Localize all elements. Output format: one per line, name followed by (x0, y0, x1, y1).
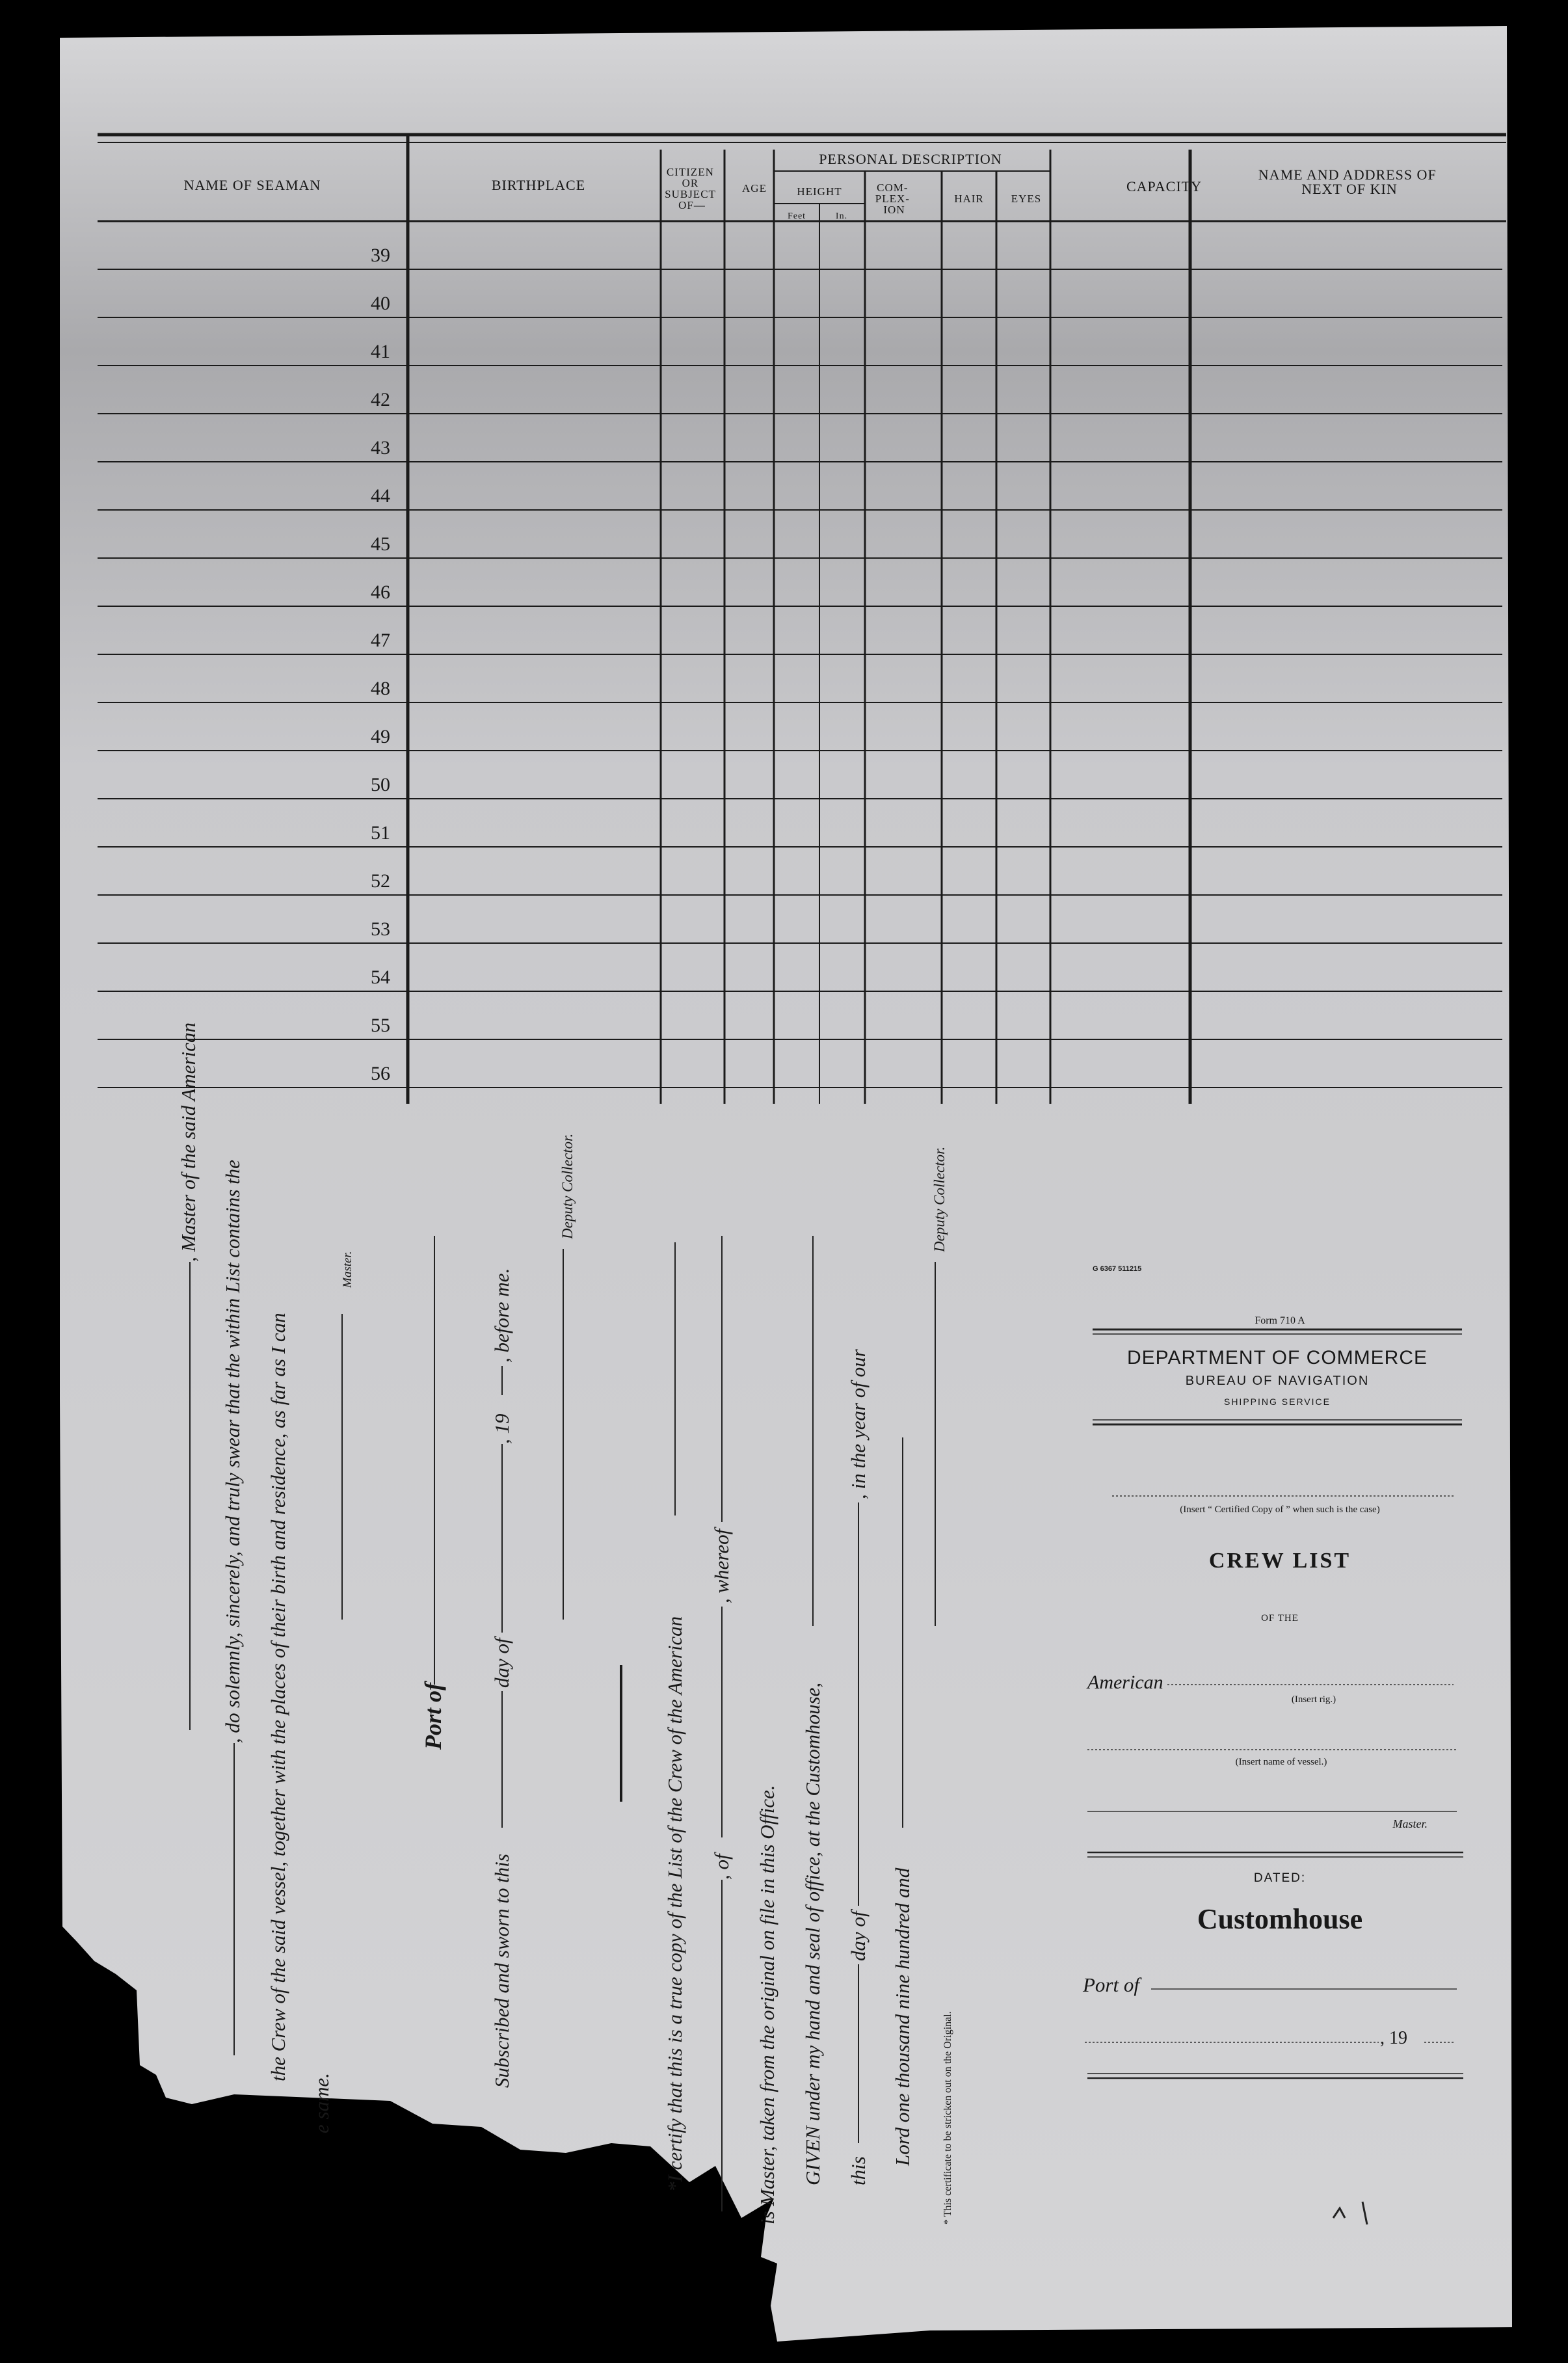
department-title: DEPARTMENT OF COMMERCE (1126, 1347, 1428, 1368)
table-row-number: 52 (371, 870, 390, 892)
table-row-number: 55 (371, 1015, 390, 1036)
table-row-number: 48 (371, 678, 390, 699)
table-row-number: 41 (371, 341, 390, 362)
crew-list-title: CREW LIST (1208, 1549, 1351, 1573)
insert-name-note: (Insert name of vessel.) (1235, 1757, 1327, 1767)
header-complexion: COM- PLEX- ION (875, 181, 910, 216)
certificate-line-4: GIVEN under my hand and seal of office, at the Customhouse, (801, 1682, 824, 2185)
header-name-of-seaman: NAME OF SEAMAN (183, 177, 321, 193)
table-row-number: 40 (371, 293, 390, 314)
header-eyes: EYES (1011, 193, 1042, 205)
oath-sworn-b: day of (490, 1638, 513, 1688)
table-row-number: 53 (371, 918, 390, 940)
certificate-line-3: is Master, taken from the original on file in this Office. (756, 1785, 778, 2224)
table-row-number: 51 (371, 822, 390, 844)
table-row-number: 46 (371, 581, 390, 603)
year-label: , 19 (1380, 2028, 1407, 2048)
table-row-number: 54 (371, 967, 390, 988)
certificate-line-2a: , of (710, 1854, 733, 1880)
header-feet: Feet (787, 211, 806, 221)
master-signature-label: Master. (341, 1251, 354, 1288)
bureau-title: BUREAU OF NAVIGATION (1185, 1374, 1370, 1388)
shipping-service: SHIPPING SERVICE (1223, 1396, 1331, 1407)
table-row-number: 56 (371, 1063, 390, 1084)
certificate-line-1: *I certify that this is a true copy of the List of the Crew of the American (663, 1616, 686, 2192)
table-row-number: 49 (371, 726, 390, 747)
certificate-line-5a: this (847, 2156, 870, 2185)
insert-certified-note: (Insert “ Certified Copy of ” when such is the case) (1180, 1504, 1380, 1515)
table-row-number: 43 (371, 437, 390, 459)
table-row-number: 44 (371, 485, 390, 507)
table-row-number: 50 (371, 774, 390, 795)
oath-sworn-d: , before me. (490, 1268, 513, 1363)
header-height: HEIGHT (797, 185, 842, 198)
oath-sworn-c: , 19 (490, 1413, 513, 1444)
oath-deputy-collector: Deputy Collector. (559, 1133, 576, 1239)
form-number: Form 710 A (1255, 1315, 1305, 1326)
oath-sworn-a: Subscribed and sworn to this (490, 1854, 513, 2088)
oath-line-4: e same. (310, 2073, 333, 2133)
dated-label: DATED: (1253, 1871, 1307, 1885)
table-row-number: 42 (371, 389, 390, 410)
master-label: Master. (1392, 1817, 1428, 1830)
header-personal-description: PERSONAL DESCRIPTION (819, 151, 1002, 167)
header-citizen: CITIZEN OR SUBJECT OF— (665, 166, 716, 211)
of-the-label: OF THE (1261, 1613, 1299, 1623)
certificate-line-5b: day of (847, 1911, 870, 1961)
header-birthplace: BIRTHPLACE (491, 177, 586, 193)
insert-rig-note: (Insert rig.) (1291, 1694, 1336, 1705)
port-of-label: Port of (1083, 1973, 1139, 1996)
certificate-line-2b: , whereof (710, 1529, 733, 1603)
table-row-number: 47 (371, 630, 390, 651)
header-next-of-kin: NAME AND ADDRESS OF NEXT OF KIN (1258, 167, 1437, 197)
certificate-line-6: Lord one thousand nine hundred and (891, 1867, 914, 2166)
oath-line-3: the Crew of the said vessel, together with the places of their birth and residence, as far as I can (267, 1313, 289, 2081)
table-row-number: 39 (371, 245, 390, 266)
certificate-footnote: * This certificate to be stricken out on the Original. (942, 2011, 953, 2224)
american-label: American (1087, 1672, 1163, 1693)
table-row-number: 45 (371, 533, 390, 555)
certificate-line-5c: , in the year of our (847, 1349, 870, 1499)
customhouse-title: Customhouse (1197, 1903, 1363, 1935)
header-age: AGE (742, 182, 767, 194)
oath-line-2: , do solemnly, sincerely, and truly swear that the within List contains the (221, 1160, 244, 1743)
header-inches: In. (835, 211, 848, 221)
header-capacity: CAPACITY (1126, 178, 1202, 194)
oath-port-of: Port of (420, 1683, 446, 1750)
certificate-deputy-collector: Deputy Collector. (931, 1146, 948, 1252)
header-hair: HAIR (954, 193, 984, 205)
oath-line-1: , Master of the said American (177, 1022, 200, 1262)
print-code: G 6367 511215 (1093, 1265, 1142, 1273)
